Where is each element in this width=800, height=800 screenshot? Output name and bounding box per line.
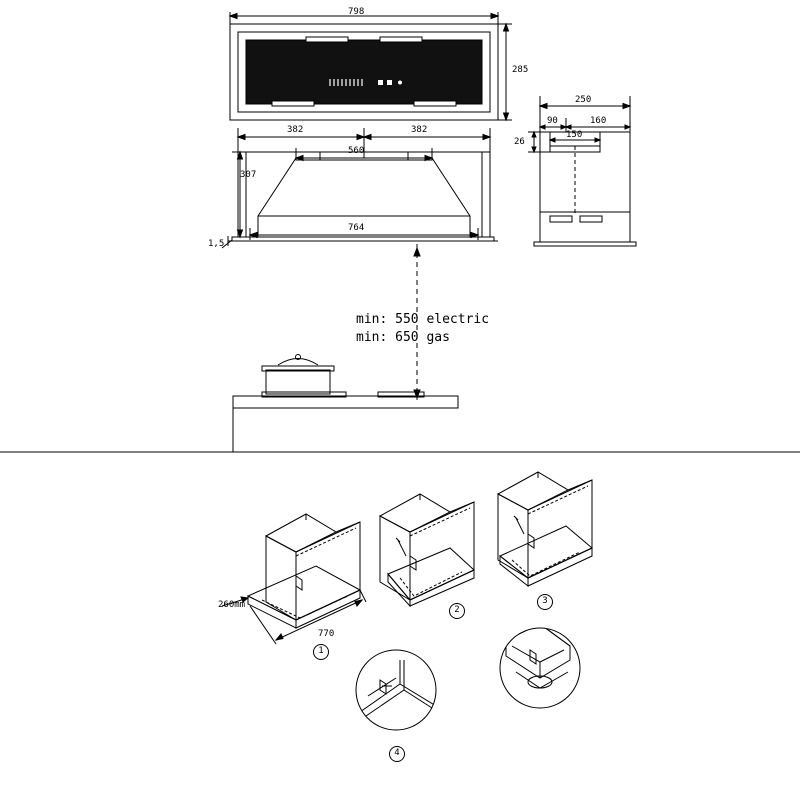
side-filter-slot-left — [550, 216, 572, 222]
side-view-body — [540, 132, 630, 242]
dim-label-250: 250 — [575, 95, 592, 105]
dim-label-150: 150 — [566, 130, 583, 140]
front-slot-top-right — [380, 37, 422, 42]
callout-step-3: 3 — [537, 594, 553, 610]
dim-label-285: 285 — [512, 65, 529, 75]
dim-285-arrow-top — [504, 24, 509, 31]
dim-label-26: 26 — [514, 137, 525, 147]
dim-798-arrow-right — [491, 14, 498, 19]
pot-body — [266, 370, 330, 394]
front-slot-top-left — [306, 37, 348, 42]
dim-798-arrow-left — [230, 14, 237, 19]
step3-cabinet — [498, 472, 592, 586]
front-slot-bottom-left — [272, 101, 314, 106]
detail4-circle — [356, 650, 436, 730]
dim-label-1-5: 1,5 — [208, 239, 225, 249]
dim-label-382-left: 382 — [287, 125, 304, 135]
dim-label-260mm: 260mm — [218, 600, 246, 610]
dim-label-90: 90 — [547, 116, 558, 126]
callout-step-4: 4 — [389, 746, 405, 762]
clearance-label-gas: min: 650 gas — [356, 330, 450, 345]
dim-label-307: 307 — [240, 170, 257, 180]
side-filter-slot-right — [580, 216, 602, 222]
front-view-glass — [246, 40, 482, 104]
plan-bottom-lip — [232, 237, 494, 241]
step1-cabinet — [248, 514, 360, 628]
side-view-lip — [534, 242, 636, 246]
countertop — [233, 396, 458, 408]
dim-label-160: 160 — [590, 116, 607, 126]
front-slot-bottom-right — [414, 101, 456, 106]
callout-step-2: 2 — [449, 603, 465, 619]
dim-label-798: 798 — [348, 7, 365, 17]
dim-label-770: 770 — [318, 629, 335, 639]
dim-label-560: 560 — [348, 146, 365, 156]
step2-cabinet — [380, 494, 474, 606]
callout-step-1: 1 — [313, 644, 329, 660]
clearance-label-electric: min: 550 electric — [356, 312, 490, 327]
dim-285-arrow-bottom — [504, 113, 509, 120]
dim-label-382-right: 382 — [411, 125, 428, 135]
clearance-arrow-top — [414, 248, 420, 256]
dim-label-764: 764 — [348, 223, 365, 233]
